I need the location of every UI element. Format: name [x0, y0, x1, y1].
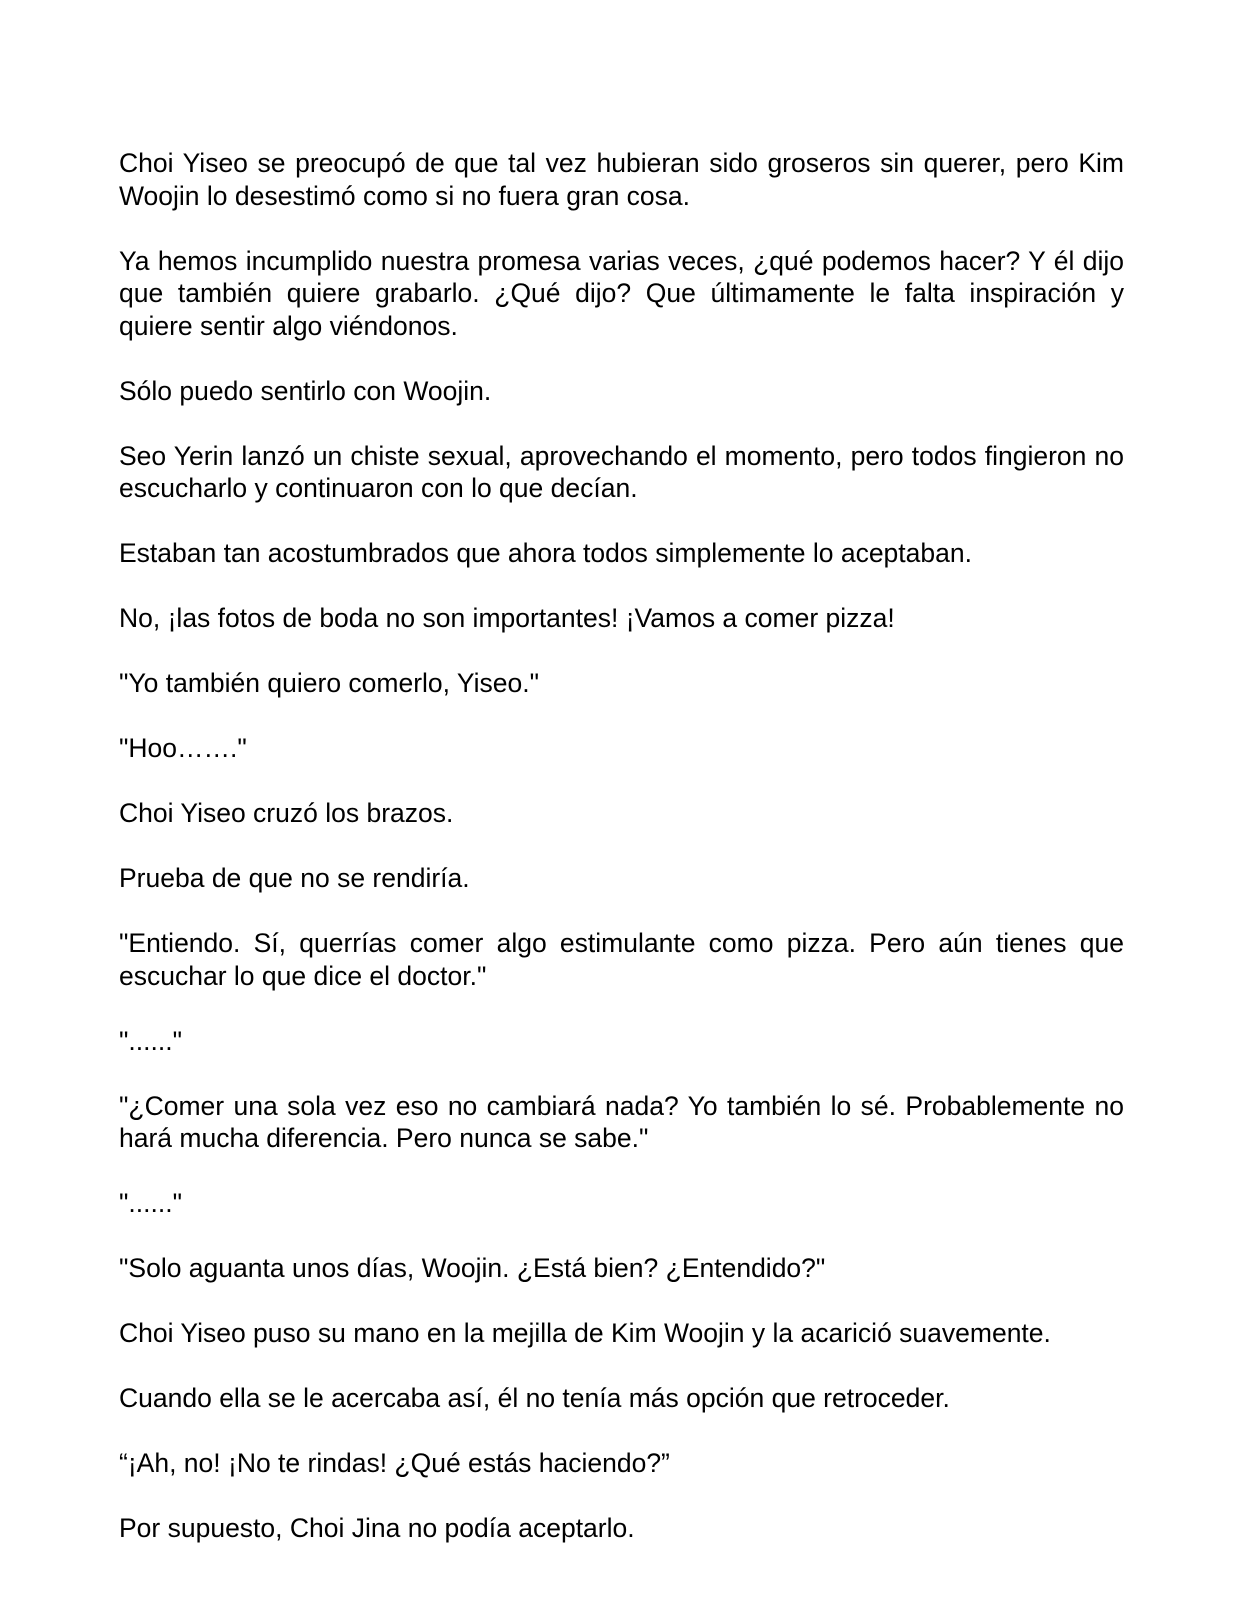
dialogue-line: "Yo también quiero comerlo, Yiseo." [119, 668, 539, 698]
paragraph: Estaban tan acostumbrados que ahora todos simplemente lo aceptaban. [119, 538, 972, 568]
dialogue-line: “¡Ah, no! ¡No te rindas! ¿Qué estás haciendo?” [119, 1448, 670, 1478]
paragraph: Cuando ella se le acercaba así, él no tenía más opción que retroceder. [119, 1383, 950, 1413]
paragraph: Ya hemos incumplido nuestra promesa varias veces, ¿qué podemos hacer? Y él dijo que también quiere grabarlo. ¿Qué dijo? Que últimamente le falta inspiración y quiere sentir algo viéndonos. [119, 245, 1124, 341]
paragraph: Prueba de que no se rendiría. [119, 863, 470, 893]
dialogue-line: "¿Comer una sola vez eso no cambiará nada? Yo también lo sé. Probablemente no hará mucha diferencia. Pero nunca se sabe." [119, 1090, 1124, 1153]
paragraph: Choi Yiseo puso su mano en la mejilla de Kim Woojin y la acarició suavemente. [119, 1318, 1051, 1348]
dialogue-line: "Solo aguanta unos días, Woojin. ¿Está bien? ¿Entendido?" [119, 1253, 826, 1283]
dialogue-line: "......" [119, 1188, 182, 1218]
paragraph: Sólo puedo sentirlo con Woojin. [119, 375, 492, 406]
paragraph: Choi Yiseo se preocupó de que tal vez hubieran sido groseros sin querer, pero Kim Woojin lo desestimó como si no fuera gran cosa. [119, 148, 1124, 211]
paragraph: Por supuesto, Choi Jina no podía aceptarlo. [119, 1513, 635, 1543]
paragraph: Seo Yerin lanzó un chiste sexual, aprovechando el momento, pero todos fingieron no escucharlo y continuaron con lo que decían. [119, 440, 1124, 503]
dialogue-line: "Entiendo. Sí, querrías comer algo estimulante como pizza. Pero aún tienes que escuchar lo que dice el doctor." [119, 928, 1124, 991]
dialogue-line: "......" [119, 1025, 182, 1056]
dialogue-line: "Hoo……." [119, 733, 247, 763]
body-text [119, 147, 1124, 1577]
paragraph: Choi Yiseo cruzó los brazos. [119, 798, 454, 828]
paragraph: No, ¡las fotos de boda no son importantes! ¡Vamos a comer pizza! [119, 603, 895, 633]
